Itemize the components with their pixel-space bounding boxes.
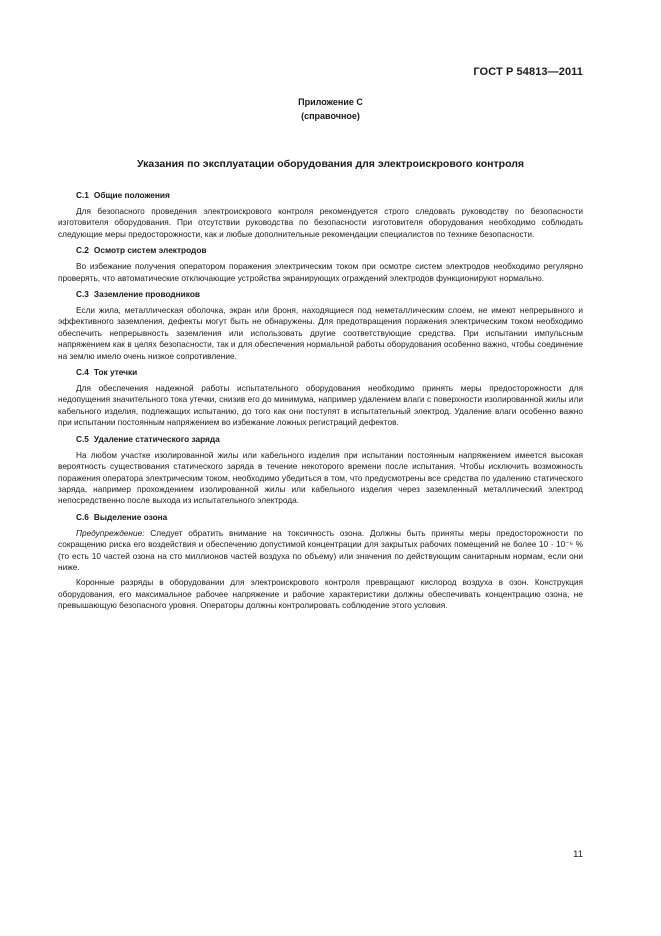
- warning-paragraph: [58, 528, 583, 574]
- annex-block: [0, 95, 661, 123]
- section-title: Ток утечки: [93, 367, 138, 378]
- warning-label: Предупреждение:: [76, 527, 145, 538]
- section-title: Заземление проводников: [93, 289, 200, 300]
- section-heading: [58, 288, 583, 305]
- section-title: Осмотр систем электродов: [93, 245, 207, 256]
- page-number: 11: [573, 849, 583, 860]
- document-body: [58, 189, 583, 616]
- section-number: С.3: [76, 289, 89, 300]
- section-title: Удаление статического заряда: [93, 433, 220, 444]
- section-heading: [58, 244, 583, 261]
- section-heading: [58, 189, 583, 206]
- section-title: Выделение озона: [93, 511, 168, 522]
- paragraph: Для безопасного проведения электроискрового контроля рекомендуется строго следовать руководству по безопасности изготовителя оборудования. При отсутствии руководства по безопасности изготовителя оборудования необходимо соблюдать следующие меры предосторожности, как и любые дополнительные рекомендации специалистов по технике безопасности.: [58, 206, 583, 239]
- paragraph: Во избежание получения оператором поражения электрическим током при осмотре систем электродов необходимо регулярно проверять, что автоматические отключающие устройства экранирующих ограждений электродов функционируют нормально.: [58, 261, 583, 283]
- paragraph: Если жила, металлическая оболочка, экран или броня, находящиеся под неметаллическим слоем, не имеют непрерывного и эффективного заземления, дефекты могут быть не обнаружены. Для предотвращения поражения электрическим током необходимо обеспечить непрерывность заземления или использовать другие соответствующие средства. При испытании импульсным напряжением как в целях безопасности, так и для обеспечения нормальной работы оборудования особенно важно, чтобы соединение на землю имело очень низкое сопротивление.: [58, 305, 583, 361]
- section-number: С.1: [76, 190, 89, 200]
- paragraph: Для обеспечения надежной работы испытательного оборудования необходимо принять меры предосторожности для недопущения значительного тока утечки, снизив его до минимума, например удалением влаги с поверхности изолированной жилы или кабельного изделия, подлежащих испытанию, до того как они поступят в испытательный электрод. Удаление влаги особенно важно при испытании постоянным напряжением во избежание ложных регистраций дефектов.: [58, 383, 583, 428]
- section-number: С.6: [76, 511, 89, 522]
- section-heading: [58, 511, 583, 528]
- section-title: Общие положения: [93, 190, 170, 200]
- document-code: ГОСТ Р 54813—2011: [473, 66, 583, 78]
- warning-text: Следует обратить внимание на токсичность озона. Должны быть приняты меры предосторожности по сокращению риска его воздействия и обеспечению допустимой концентрации для закрытых рабочих помещений не более 10 · 10⁻⁶ % (то есть 10 частей озона на сто миллионов частей воздуха по объему) или значения по действующим санитарным нормам, если они ниже.: [58, 527, 583, 572]
- main-title: Указания по эксплуатации оборудования для электроискрового контроля: [136, 158, 525, 170]
- section-heading: [58, 366, 583, 383]
- section-heading: [58, 433, 583, 450]
- section-number: С.5: [76, 433, 89, 444]
- paragraph: Коронные разряды в оборудовании для электроискрового контроля превращают кислород воздуха в озон. Конструкция оборудования, его максимальное рабочее напряжение и рабочие характеристики должны обеспечивать концентрацию озона, не превышающую безопасного уровня. Операторы должны контролировать соблюдение этого условия.: [58, 577, 583, 611]
- annex-subtitle: (справочное): [301, 111, 360, 121]
- annex-title: Приложение С: [298, 97, 363, 107]
- paragraph: На любом участке изолированной жилы или кабельного изделия при испытании постоянным напряжением имеется высокая вероятность существования статического заряда в течение некоторого времени после испытания. Чтобы исключить возможность поражения оператора электрическим током, необходимо убедиться в том, что предусмотрены все средства по удалению статического заряда, например прохождением изолированной жилы или кабельного изделия через заземленный металлический электрод непосредственно после выхода из испытательного электрода.: [58, 449, 583, 506]
- section-number: С.4: [76, 367, 89, 378]
- section-number: С.2: [76, 245, 89, 256]
